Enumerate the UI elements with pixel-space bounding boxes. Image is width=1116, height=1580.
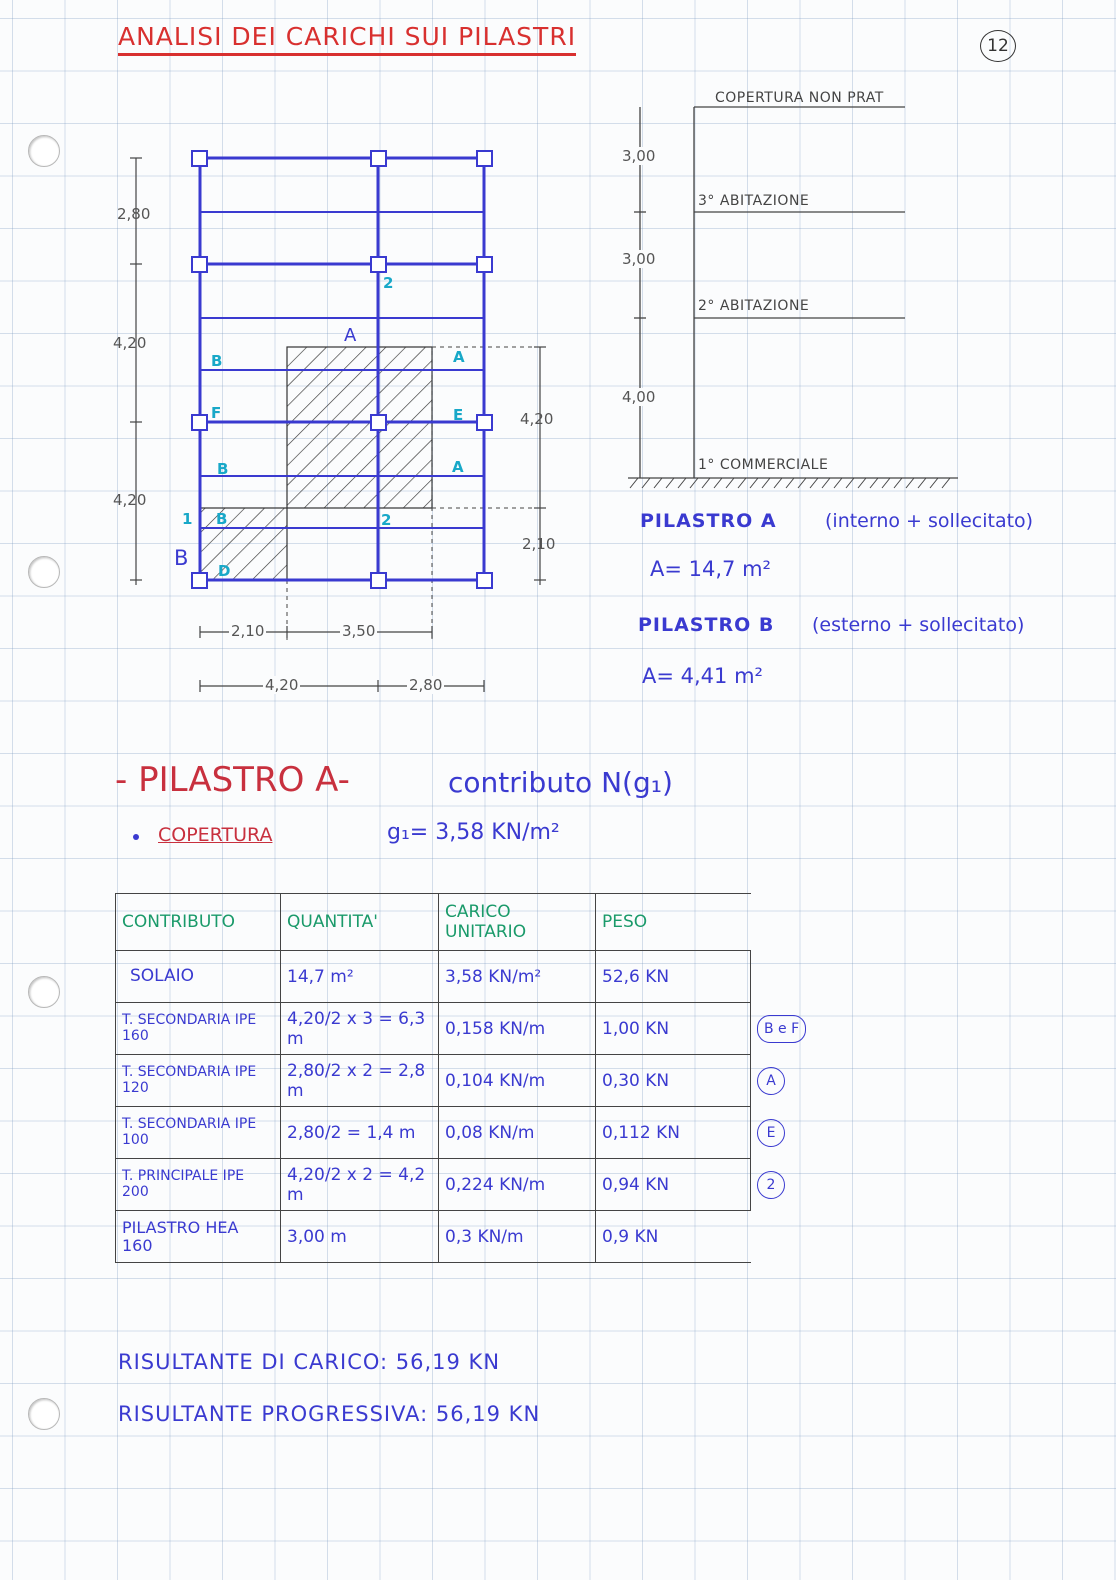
beam-mark: 2 [757,1171,785,1199]
cell-peso: 0,30 KN [596,1055,751,1107]
result-load: RISULTANTE DI CARICO: 56,19 KN [118,1350,501,1374]
pillar-b-note: (esterno + sollecitato) [812,614,1025,636]
load-table [115,893,813,1263]
pillar-a-label: PILASTRO A [640,510,777,532]
dim-right-lower: 2,10 [522,535,556,553]
table-row [116,1211,813,1263]
cell-quantita: 2,80/2 x 2 = 2,8 m [281,1055,439,1107]
cell-peso: 0,9 KN [596,1211,751,1263]
cell-carico: 3,58 KN/m² [439,951,596,1003]
cell-quantita: 14,7 m² [281,951,439,1003]
section-floor3: 3° ABITAZIONE [698,193,810,209]
bullet-dot [133,834,139,840]
section-floor1: 1° COMMERCIALE [698,457,829,473]
header-carico: CARICO UNITARIO [439,894,596,951]
pillar-b-label: PILASTRO B [638,614,775,636]
table-row [116,1107,813,1159]
contribution-label: contributo N(g₁) [448,766,673,799]
result-progressive: RISULTANTE PROGRESSIVA: 56,19 KN [118,1402,541,1426]
cell-quantita: 4,20/2 x 2 = 4,2 m [281,1159,439,1211]
cell-peso: 0,112 KN [596,1107,751,1159]
label-f: F [211,404,222,422]
table-row [116,951,813,1003]
dim-bottom-2b: 2,80 [409,676,443,694]
cell-peso: 0,94 KN [596,1159,751,1211]
pillar-b-area: A= 4,41 m² [642,664,763,688]
label-b-big: B [174,546,189,570]
label-a-top: A [344,325,357,346]
beam-mark: A [757,1067,785,1095]
cell-contributo: PILASTRO HEA 160 [116,1211,281,1263]
section-h3: 4,00 [622,388,656,406]
label-b-3: B [216,510,228,528]
label-d: D [218,562,231,580]
pillar-a-area: A= 14,7 m² [650,557,771,581]
cell-quantita: 3,00 m [281,1211,439,1263]
section-heading: - PILASTRO A- [115,760,350,800]
table-row [116,1003,813,1055]
cell-peso: 52,6 KN [596,951,751,1003]
table-row [116,1055,813,1107]
header-contributo: CONTRIBUTO [116,894,281,951]
cell-carico: 0,3 KN/m [439,1211,596,1263]
cell-carico: 0,224 KN/m [439,1159,596,1211]
cell-contributo: T. PRINCIPALE IPE 200 [116,1159,281,1211]
label-b-2: B [217,460,229,478]
section-roof: COPERTURA NON PRAT [715,90,884,106]
label-two-top: 2 [383,274,394,292]
cell-contributo: T. SECONDARIA IPE 160 [116,1003,281,1055]
label-one: 1 [182,510,193,528]
cell-quantita: 2,80/2 = 1,4 m [281,1107,439,1159]
section-h1: 3,00 [622,147,656,165]
section-h2: 3,00 [622,250,656,268]
header-peso: PESO [596,894,751,951]
label-a-r2: A [452,458,464,476]
cell-carico: 0,08 KN/m [439,1107,596,1159]
page-title: ANALISI DEI CARICHI SUI PILASTRI [118,22,576,56]
cell-quantita: 4,20/2 x 3 = 6,3 m [281,1003,439,1055]
cell-contributo: T. SECONDARIA IPE 100 [116,1107,281,1159]
dim-bottom-2a: 4,20 [265,676,299,694]
dim-bottom-1b: 3,50 [342,622,376,640]
cell-carico: 0,104 KN/m [439,1055,596,1107]
beam-mark: E [757,1119,785,1147]
cell-carico: 0,158 KN/m [439,1003,596,1055]
floor-plan-drawing [0,0,1116,720]
label-two-bot: 2 [381,511,392,529]
label-e: E [453,406,464,424]
table-row [116,1159,813,1211]
cell-contributo: SOLAIO [116,951,281,1003]
header-quantita: QUANTITA' [281,894,439,951]
binder-hole [28,976,60,1008]
label-b-1: B [211,352,223,370]
dim-left-2: 4,20 [113,334,147,352]
dim-left-1: 2,80 [117,205,151,223]
cell-peso: 1,00 KN [596,1003,751,1055]
binder-hole [28,1398,60,1430]
dim-right: 4,20 [520,410,554,428]
dim-bottom-1a: 2,10 [231,622,265,640]
pillar-a-note: (interno + sollecitato) [825,510,1034,532]
page-number: 12 [980,30,1016,62]
bullet-copertura: COPERTURA [158,824,273,846]
section-floor2: 2° ABITAZIONE [698,298,810,314]
table-header-row [116,894,813,951]
beam-mark: B e F [757,1015,806,1043]
cell-contributo: T. SECONDARIA IPE 120 [116,1055,281,1107]
g1-value: g₁= 3,58 KN/m² [387,820,560,845]
dim-left-3: 4,20 [113,491,147,509]
label-a-r1: A [453,348,465,366]
